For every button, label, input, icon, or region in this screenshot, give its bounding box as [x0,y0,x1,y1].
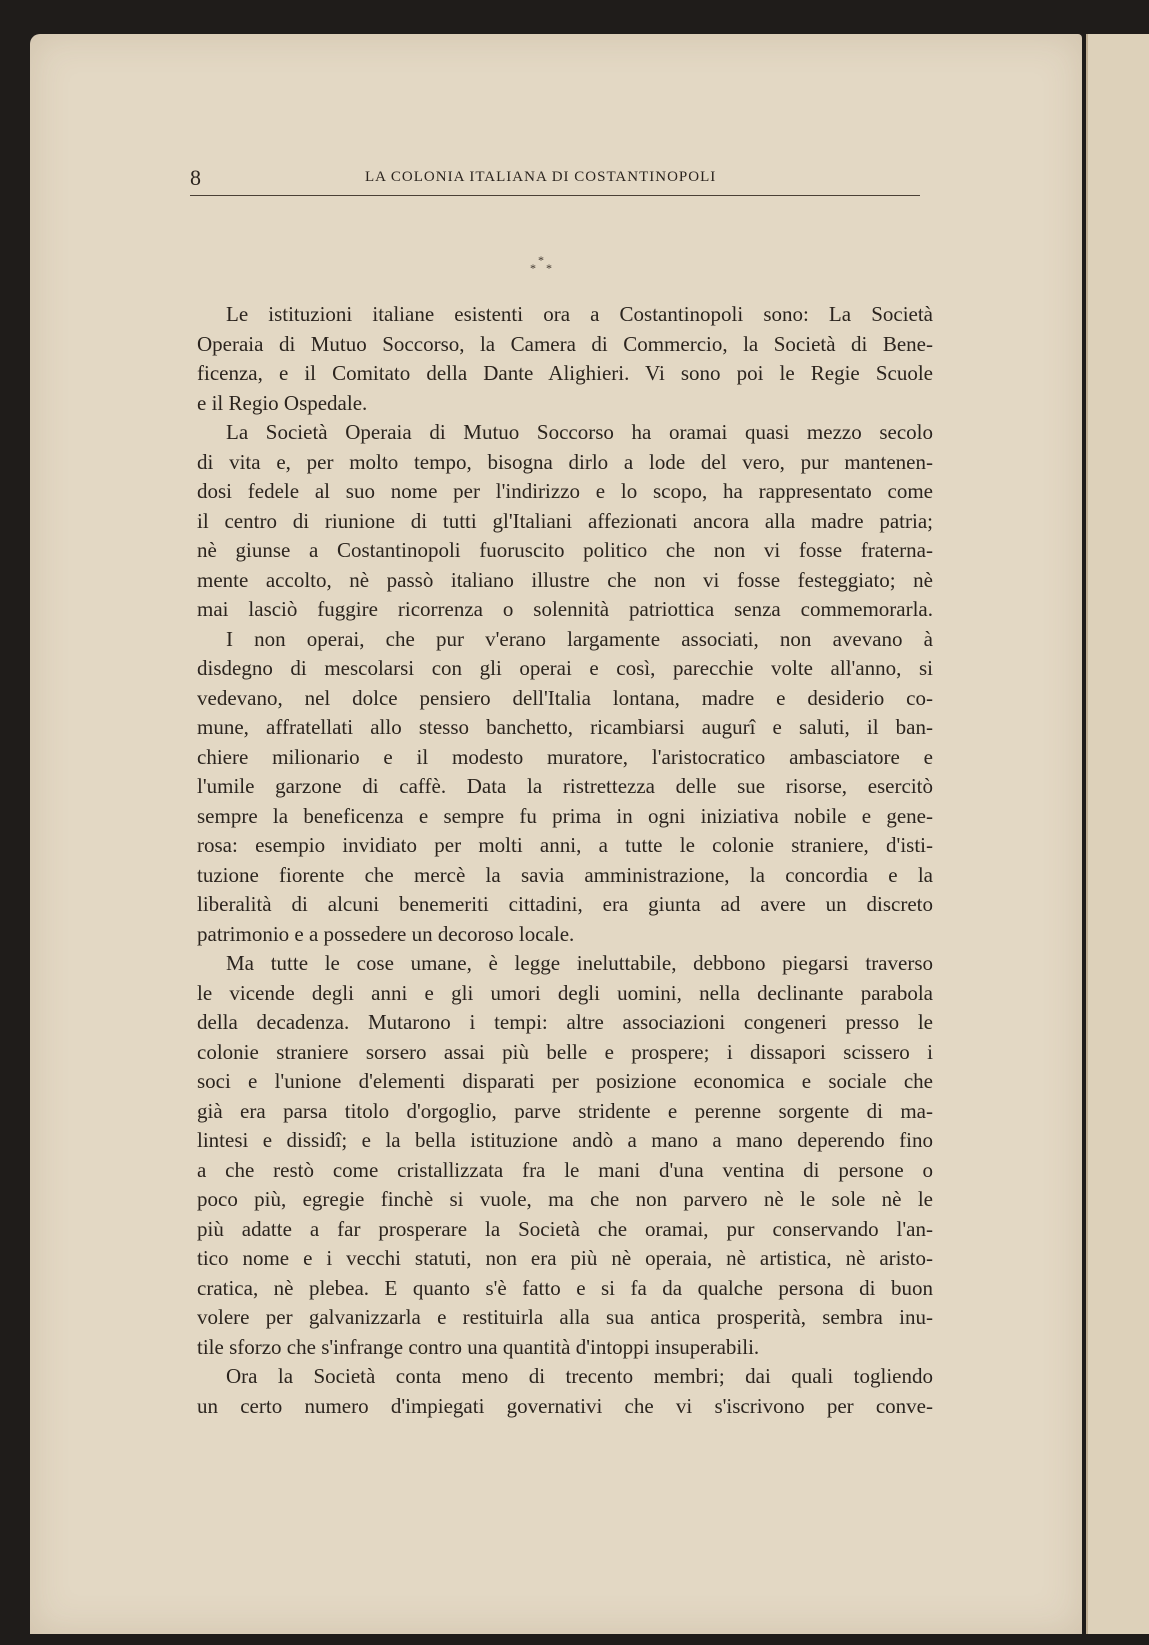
text-line: colonie straniere sorsero assai più belle e prospere; i dissapori scissero i [197,1039,933,1064]
body-text [197,300,933,1421]
text-line: lintesi e dissidî; e la bella istituzione andò a mano a mano deperendo fino [197,1128,933,1152]
text-line: I non operai, che pur v'erano largamente associati, non avevano à [226,626,933,651]
text-line: chiere milionario e il modesto muratore, l'aristocratico ambasciatore e [197,744,933,769]
asterism-ornament [530,254,570,284]
text-line: a che restò come cristallizzata fra le mani d'una ventina di persone o [197,1157,933,1182]
running-title: LA COLONIA ITALIANA DI COSTANTINOPOLI [365,169,717,185]
text-line: volere per galvanizzarla e restituirla alla sua antica prosperità, sembra inu- [197,1305,933,1329]
text-line: già era parsa titolo d'orgoglio, parve stridente e perenne sorgente di ma- [197,1098,933,1123]
text-line: rosa: esempio invidiato per molti anni, a tutte le colonie straniere, d'isti- [197,833,933,857]
text-line: più adatte a far prosperare la Società che oramai, pur conservando l'an- [197,1216,933,1241]
page-number: 8 [190,165,201,190]
text-line: tico nome e i vecchi statuti, non era più nè operaia, nè artistica, nè aristo- [197,1246,933,1270]
text-line: mai lasciò fuggire ricorrenza o solennità patriottica senza commemorarla. [197,597,933,621]
text-line: della decadenza. Mutarono i tempi: altre associazioni congeneri presso le [197,1010,933,1034]
asterism-left-star: * [530,261,536,275]
text-line: liberalità di alcuni benemeriti cittadini, era giunta ad avere un discreto [197,892,933,916]
text-line: disdegno di mescolarsi con gli operai e così, parecchie volte all'anno, si [197,656,933,680]
text-line: tile sforzo che s'infrange contro una quantità d'intoppi insuperabili. [197,1334,760,1359]
text-line: Ma tutte le cose umane, è legge ineluttabile, debbono piegarsi traverso [226,951,933,975]
text-line: l'umile garzone di caffè. Data la ristrettezza delle sue risorse, esercitò [197,774,933,798]
asterism-top-star: * [538,253,544,267]
text-line: di vita e, per molto tempo, bisogna dirlo a lode del vero, pur mantenen- [197,449,933,474]
asterism-right-star: * [546,261,552,275]
text-line: patrimonio e a possedere un decoroso locale. [197,921,575,946]
page-header [190,165,920,196]
text-line: Le istituzioni italiane esistenti ora a Costantinopoli sono: La Società [226,302,933,326]
text-line: La Società Operaia di Mutuo Soccorso ha oramai quasi mezzo secolo [226,420,933,444]
text-line: mente accolto, nè passò italiano illustre che non vi fosse festeggiato; nè [197,567,933,592]
text-line: un certo numero d'impiegati governativi che vi s'iscrivono per conve- [197,1393,933,1418]
text-line: sempre la beneficenza e sempre fu prima in ogni iniziativa nobile e gene- [197,803,933,828]
facing-page-edge [1086,34,1149,1634]
text-line: poco più, egregie finchè si vuole, ma che non parvero nè le sole nè le [197,1187,933,1211]
text-line: mune, affratellati allo stesso banchetto, ricambiarsi augurî e saluti, il ban- [197,715,933,739]
text-line: soci e l'unione d'elementi disparati per posizione economica e sociale che [197,1069,933,1093]
text-line: dosi fedele al suo nome per l'indirizzo e lo scopo, ha rappresentato come [197,479,933,503]
text-line: e il Regio Ospedale. [197,390,368,415]
text-line: vedevano, nel dolce pensiero dell'Italia lontana, madre e desiderio co- [197,685,933,710]
text-line: nè giunse a Costantinopoli fuoruscito politico che non vi fosse fraterna- [197,538,933,562]
text-line: ficenza, e il Comitato della Dante Alighieri. Vi sono poi le Regie Scuole [197,361,933,385]
text-line: le vicende degli anni e gli umori degli uomini, nella declinante parabola [197,980,933,1005]
text-line: cratica, nè plebea. E quanto s'è fatto e si fa da qualche persona di buon [197,1275,933,1300]
text-line: il centro di riunione di tutti gl'Italiani affezionati ancora alla madre patria; [197,508,933,533]
text-line: tuzione fiorente che mercè la savia amministrazione, la concordia e la [197,862,933,887]
text-line: Operaia di Mutuo Soccorso, la Camera di Commercio, la Società di Bene- [197,331,933,356]
text-line: Ora la Società conta meno di trecento membri; dai quali togliendo [226,1364,933,1388]
